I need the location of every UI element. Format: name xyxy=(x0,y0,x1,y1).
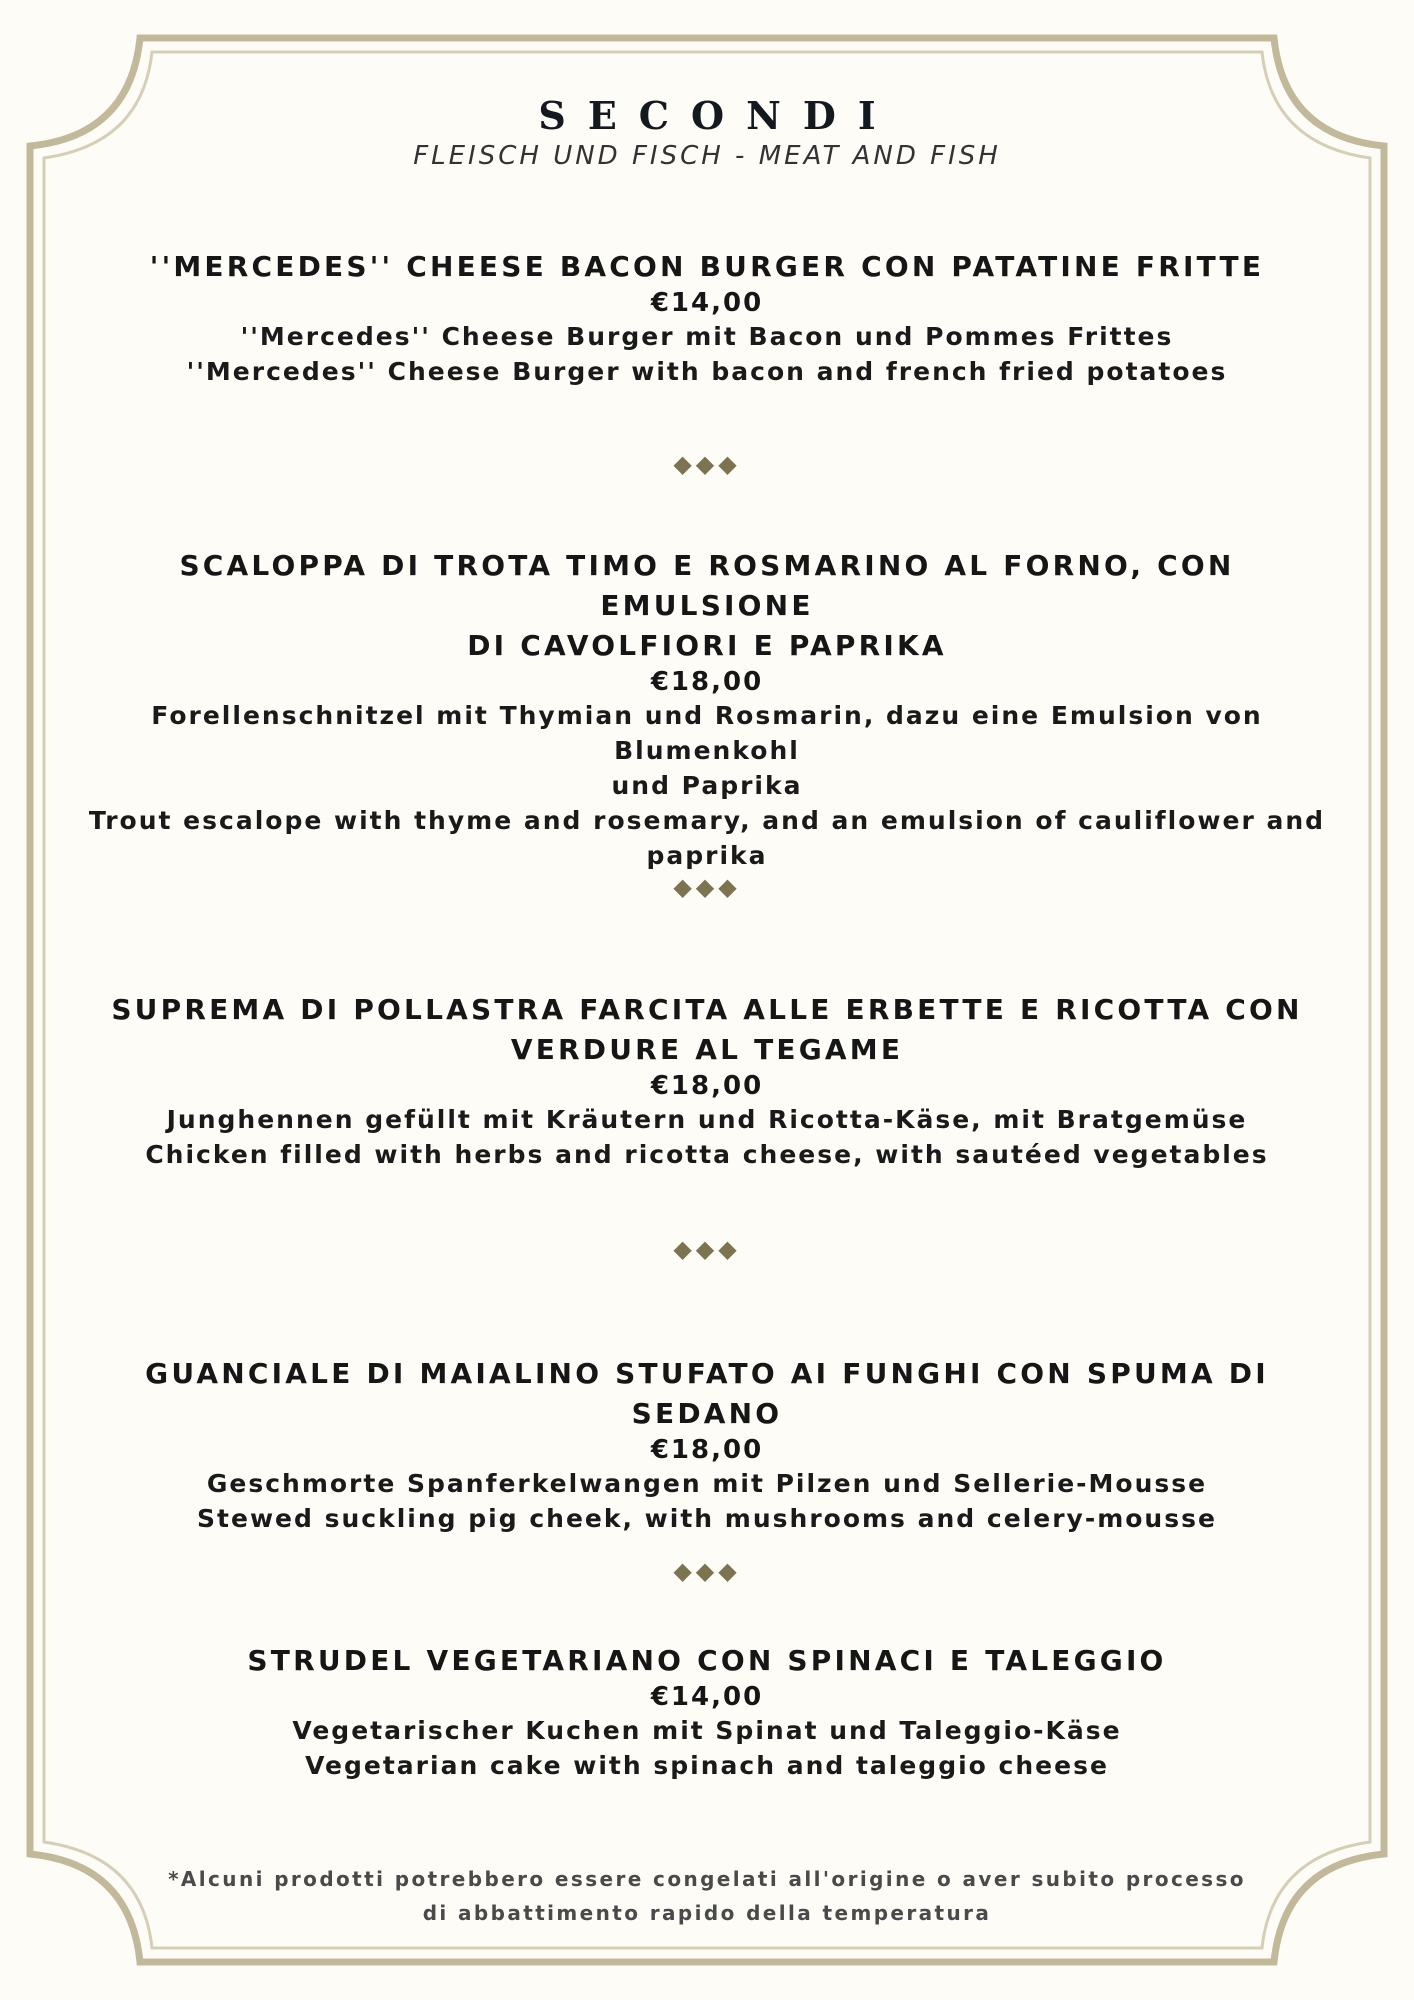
dish-description-de: Vegetarischer Kuchen mit Spinat und Taleggio-Käse xyxy=(292,1716,1122,1745)
dish-item xyxy=(70,990,1344,1172)
dish-description-de: Geschmorte Spanferkelwangen mit Pilzen und Sellerie-Mousse xyxy=(206,1469,1208,1498)
footnote-line-continued: di abbattimento rapido della temperatura xyxy=(422,1901,992,1925)
dish-name: SCALOPPA DI TROTA TIMO E ROSMARINO AL FORNO, CON EMULSIONE xyxy=(179,549,1235,622)
dish-description-en: ''Mercedes'' Cheese Burger with bacon and french fried potatoes xyxy=(186,357,1228,386)
dish-description-en: Trout escalope with thyme and rosemary, and an emulsion of cauliflower and xyxy=(88,806,1326,835)
dish-price: €14,00 xyxy=(650,1682,764,1712)
footnote-line: *Alcuni prodotti potrebbero essere congelati all'origine o aver subito processo xyxy=(168,1867,1246,1891)
dish-name-continued: VERDURE AL TEGAME xyxy=(510,1033,904,1066)
diamond-divider: ◆◆◆ xyxy=(673,873,741,901)
section-subtitle: FLEISCH UND FISCH - MEAT AND FISH xyxy=(413,141,1001,171)
diamond-divider: ◆◆◆ xyxy=(673,1235,741,1263)
dish-name-continued: DI CAVOLFIORI E PAPRIKA xyxy=(467,629,947,662)
dish-description-de-continued: und Paprika xyxy=(611,771,803,800)
dish-description-en: Chicken filled with herbs and ricotta cheese, with sautéed vegetables xyxy=(145,1140,1269,1169)
dish-price: €18,00 xyxy=(650,1071,764,1101)
dish-price: €18,00 xyxy=(650,1435,764,1465)
dish-item xyxy=(70,546,1344,873)
section-title: SECONDI xyxy=(538,93,898,138)
diamond-divider: ◆◆◆ xyxy=(673,1557,741,1585)
dish-name: GUANCIALE DI MAIALINO STUFATO AI FUNGHI CON SPUMA DI SEDANO xyxy=(145,1357,1269,1430)
dish-description-de: ''Mercedes'' Cheese Burger mit Bacon und Pommes Frittes xyxy=(240,322,1174,351)
dish-price: €14,00 xyxy=(650,288,764,318)
dish-description-de: Forellenschnitzel mit Thymian und Rosmarin, dazu eine Emulsion von Blumenkohl xyxy=(151,701,1263,765)
dish-name: STRUDEL VEGETARIANO CON SPINACI E TALEGGIO xyxy=(247,1644,1167,1677)
dish-price: €18,00 xyxy=(650,667,764,697)
dish-item xyxy=(70,247,1344,389)
dish-description-en: Stewed suckling pig cheek, with mushrooms and celery-mousse xyxy=(197,1504,1217,1533)
dish-name: SUPREMA DI POLLASTRA FARCITA ALLE ERBETTE E RICOTTA CON xyxy=(111,993,1303,1026)
dish-description-en: Vegetarian cake with spinach and taleggio cheese xyxy=(305,1751,1109,1780)
dish-name: ''MERCEDES'' CHEESE BACON BURGER CON PATATINE FRITTE xyxy=(149,250,1265,283)
footnote xyxy=(70,1862,1344,1930)
diamond-divider: ◆◆◆ xyxy=(673,450,741,478)
dish-description-de: Junghennen gefüllt mit Kräutern und Ricotta-Käse, mit Bratgemüse xyxy=(166,1105,1248,1134)
dish-item xyxy=(70,1641,1344,1783)
dish-description-en-continued: paprika xyxy=(646,841,768,870)
dish-item xyxy=(70,1354,1344,1536)
